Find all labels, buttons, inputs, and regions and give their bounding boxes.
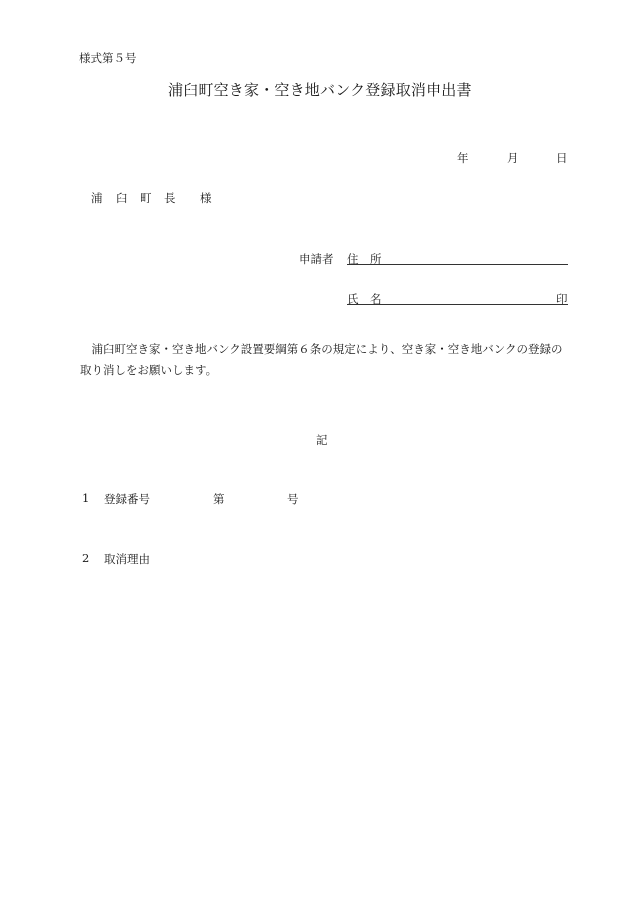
address-label: 住 所: [347, 252, 382, 266]
document-title: 浦臼町空き家・空き地バンク登録取消申出書: [168, 81, 472, 99]
ki-heading: 記: [316, 433, 328, 447]
item-number: 1: [82, 491, 90, 505]
name-underline: [347, 304, 568, 305]
name-label: 氏 名: [347, 292, 382, 306]
registration-dai: 第: [213, 492, 225, 506]
date-day: 日: [556, 151, 568, 165]
item-label: 取消理由: [104, 552, 150, 566]
seal-mark: 印: [556, 292, 568, 306]
addressee-honorific: 様: [200, 191, 212, 205]
addressee-char: 町: [140, 191, 152, 205]
address-underline: [347, 264, 568, 265]
addressee-char: 臼: [116, 191, 128, 205]
form-number: 様式第５号: [79, 51, 137, 65]
item-number: 2: [82, 551, 90, 565]
item-label: 登録番号: [104, 492, 150, 506]
addressee-char: 長: [164, 191, 176, 205]
addressee-char: 浦: [91, 191, 103, 205]
date-month: 月: [507, 151, 519, 165]
date-year: 年: [457, 151, 469, 165]
registration-go: 号: [287, 492, 299, 506]
body-text: 浦臼町空き家・空き地バンク設置要綱第６条の規定により、空き家・空き地バンクの登録の取り消しをお願いします。: [80, 342, 563, 377]
applicant-label: 申請者: [299, 252, 334, 266]
